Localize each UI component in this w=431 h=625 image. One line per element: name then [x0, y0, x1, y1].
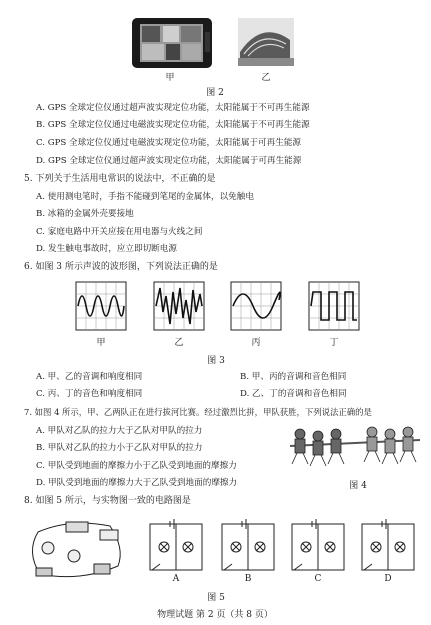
q7-option-c: C. 甲队受到地面的摩擦力小于乙队受到地面的摩擦力: [36, 461, 237, 471]
circuit-label-d: D: [384, 574, 392, 584]
q7-option-a: A. 甲队对乙队的拉力大于乙队对甲队的拉力: [36, 426, 203, 436]
q4-option-b: B. GPS 全球定位仪通过电磁波实现定位功能，太阳能属于不可再生能源: [36, 120, 310, 130]
q4-option-a: A. GPS 全球定位仪通过超声波实现定位功能，太阳能属于不可再生能源: [36, 103, 310, 113]
wave-label-jia: 甲: [96, 338, 106, 348]
q5-option-d: D. 发生触电事故时，应立即切断电源: [36, 244, 177, 254]
q5-option-a: A. 使用测电笔时，手指不能碰到笔尾的金属体，以免触电: [36, 192, 254, 202]
circuit-a: [150, 519, 202, 570]
fig3-caption: 图 3: [207, 356, 225, 366]
waveform-jia: [76, 282, 126, 330]
wave-label-ding: 丁: [329, 338, 339, 348]
q6-option-a: A. 甲、乙的音调和响度相同: [36, 372, 143, 382]
q8-stem: 8. 如图 5 所示，与实物图一致的电路图是: [24, 496, 191, 506]
q5-option-c: C. 家庭电路中开关应接在用电器与火线之间: [36, 227, 203, 237]
q4-option-d: D. GPS 全球定位仪通过超声波实现定位功能，太阳能属于可再生能源: [36, 156, 302, 166]
circuit-label-b: B: [244, 574, 252, 584]
q4-option-c: C. GPS 全球定位仪通过电磁波实现定位功能，太阳能属于可再生能源: [36, 138, 302, 148]
fig2-label-a: 甲: [165, 73, 175, 83]
circuit-label-c: C: [314, 574, 322, 584]
circuit-c: [292, 519, 344, 570]
q7-stem: 7. 如图 4 所示，甲、乙两队正在进行拔河比赛。经过激烈比拼，甲队获胜，下列说法正确的是: [24, 407, 372, 417]
circuit-b: [222, 519, 274, 570]
q6-option-c: C. 丙、丁的音色和响度相同: [36, 389, 143, 399]
figure-4-tug-of-war: [0, 420, 431, 480]
page-footer: 物理试题 第 2 页（共 8 页）: [157, 610, 273, 620]
waveform-yi: [154, 282, 204, 330]
q6-option-b: B. 甲、丙的音调和音色相同: [240, 372, 347, 382]
figure-5-circuits: [0, 508, 431, 598]
q7-option-d: D. 甲队受到地面的摩擦力大于乙队受到地面的摩擦力: [36, 478, 238, 488]
waveform-bing: [231, 282, 281, 330]
q6-option-d: D. 乙、丁的音调和音色相同: [240, 389, 347, 399]
circuit-d: [362, 519, 414, 570]
waveform-ding: [309, 282, 359, 330]
q5-stem: 5. 下列关于生活用电常识的说法中，不正确的是: [24, 174, 216, 184]
q5-option-b: B. 冰箱的金属外壳要接地: [36, 209, 134, 219]
fig2-label-b: 乙: [261, 73, 271, 83]
circuit-label-a: A: [172, 574, 180, 584]
figure-2: [0, 0, 431, 100]
physical-circuit: [32, 522, 120, 577]
wave-label-yi: 乙: [174, 338, 184, 348]
fig5-caption: 图 5: [207, 593, 225, 603]
fig4-caption: 图 4: [349, 481, 367, 491]
q7-option-b: B. 甲队对乙队的拉力小于乙队对甲队的拉力: [36, 443, 203, 453]
wave-label-bing: 丙: [251, 338, 261, 348]
q6-stem: 6. 如图 3 所示声波的波形图，下列说法正确的是: [24, 262, 218, 272]
fig2-caption: 图 2: [206, 88, 224, 98]
figure-3-waveforms: [0, 278, 431, 358]
